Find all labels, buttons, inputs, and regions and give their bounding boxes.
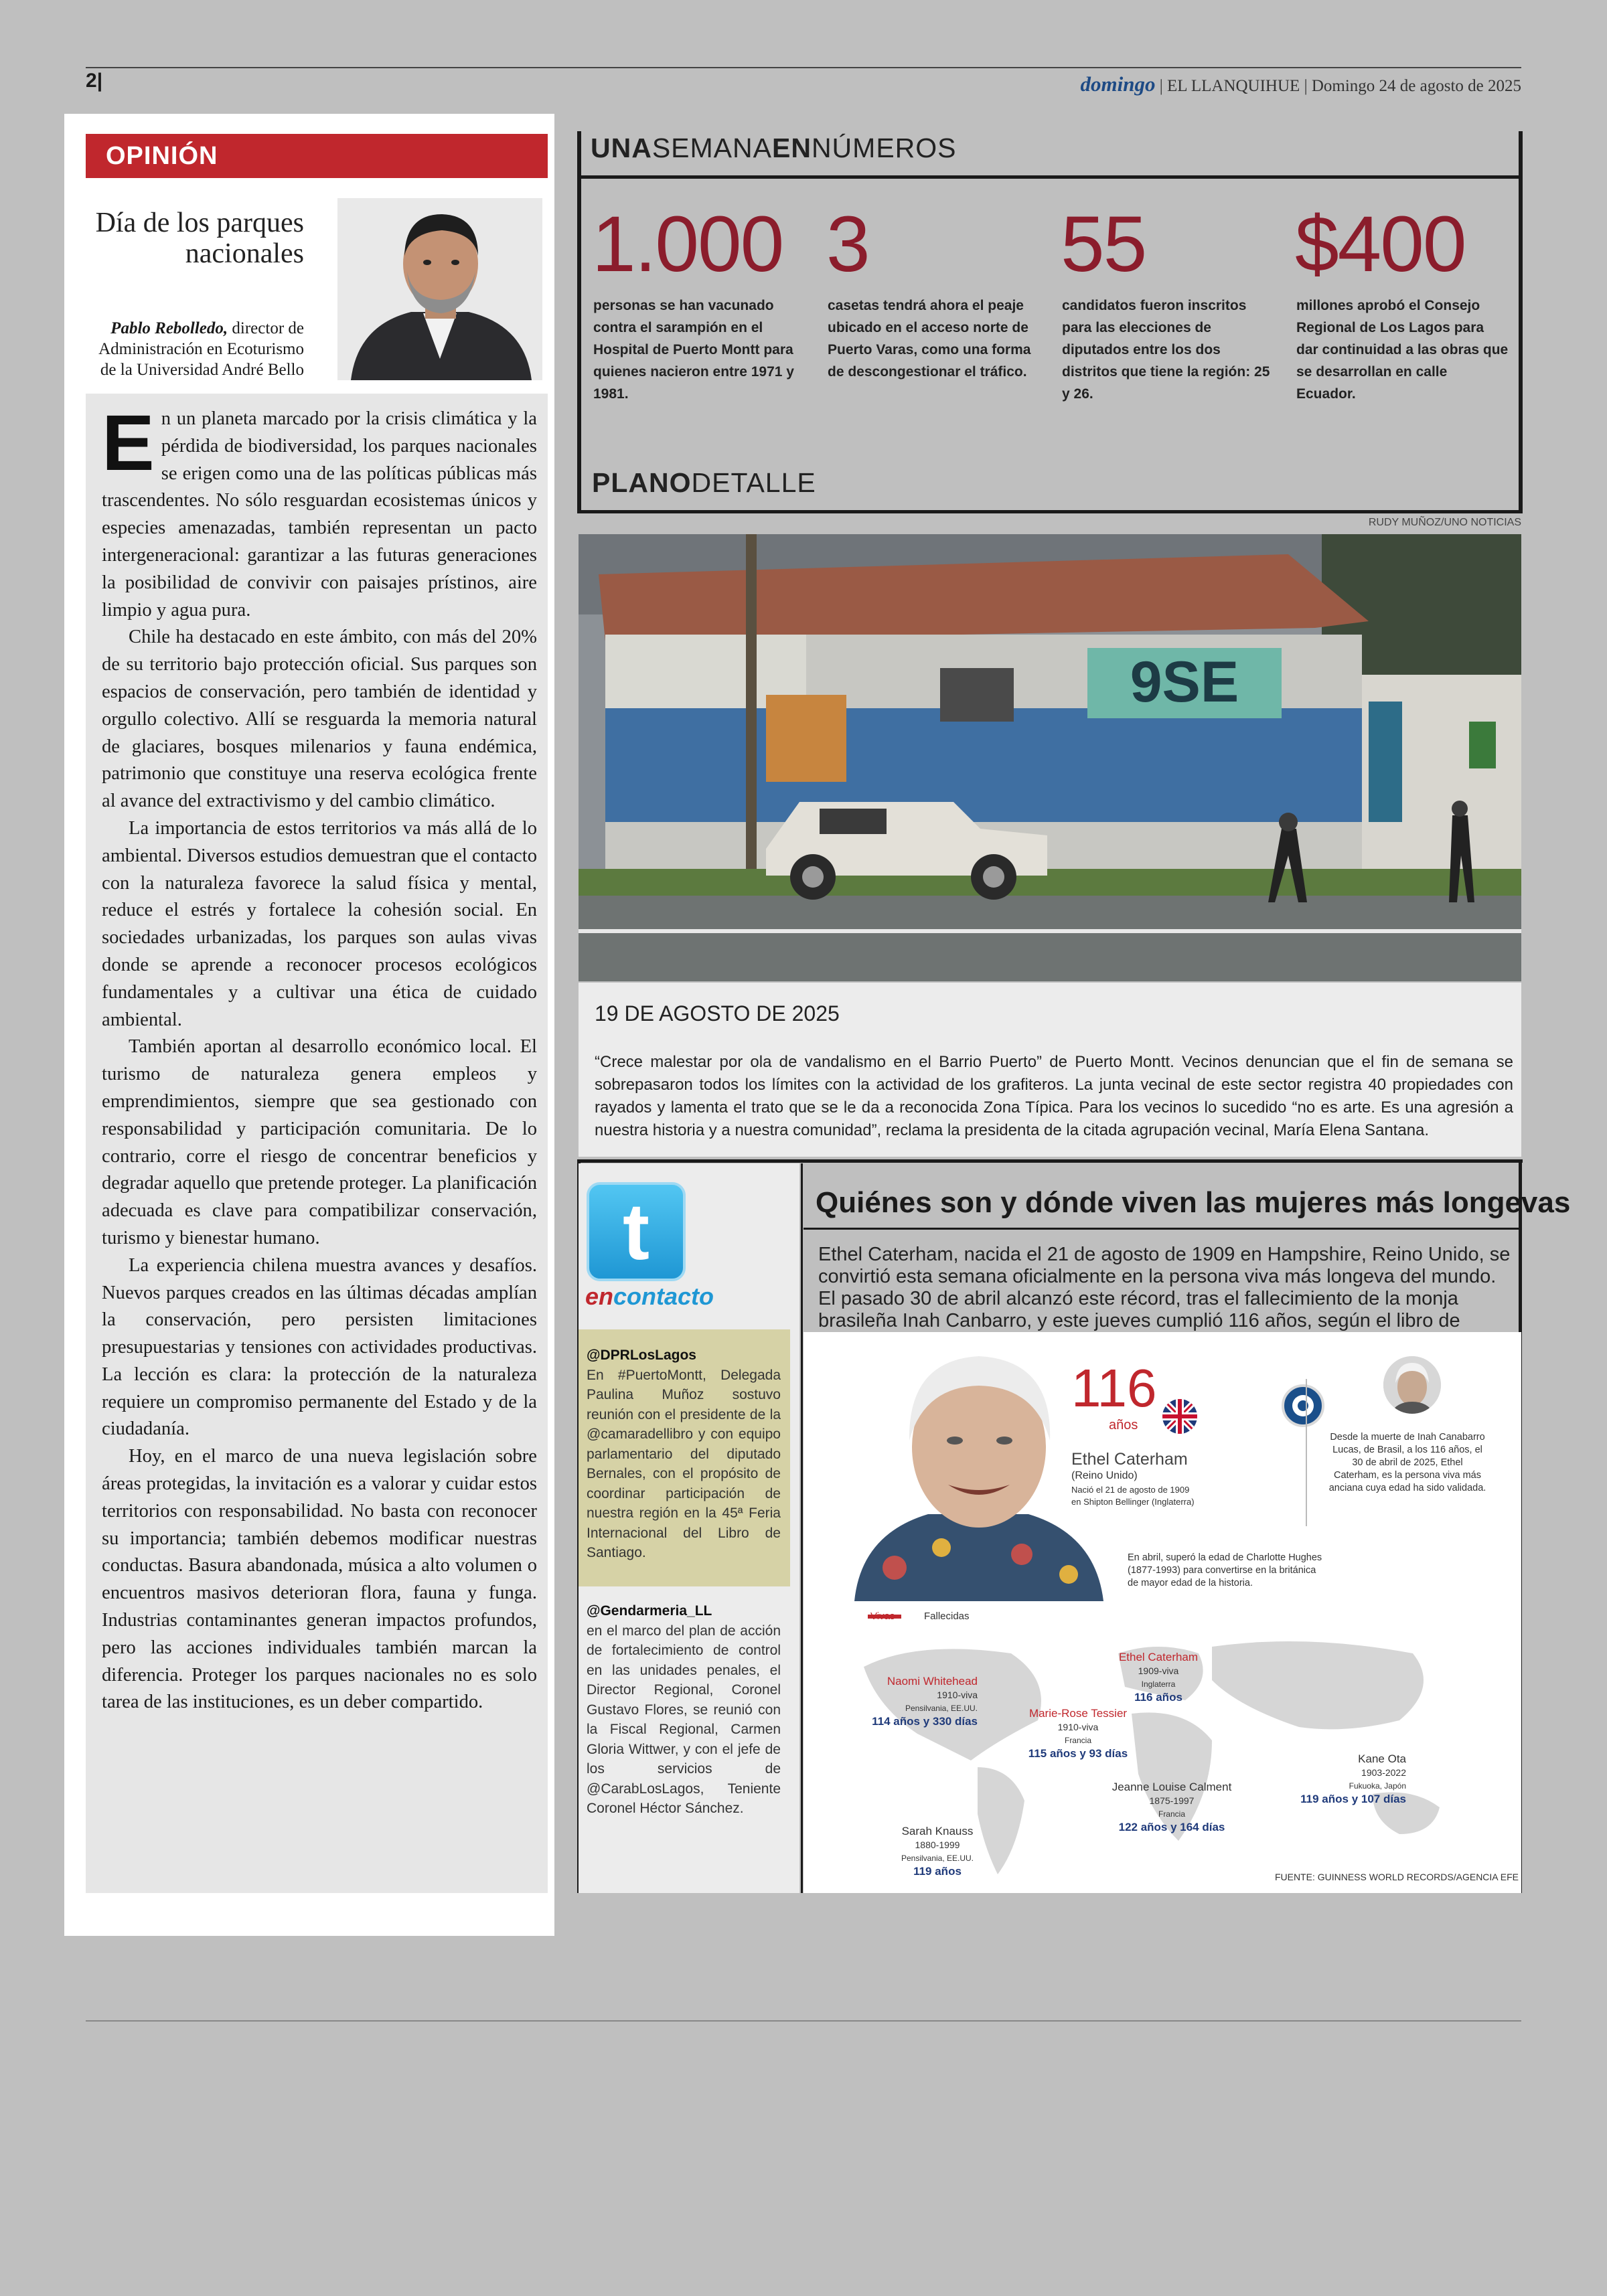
ethel-portrait: [854, 1347, 1103, 1601]
caption-date: 19 DE AGOSTO DE 2025: [595, 1001, 840, 1026]
number-value: 55: [1061, 200, 1146, 289]
longevas-rule: [804, 1228, 1521, 1230]
frame-right: [1519, 131, 1523, 513]
newspaper-name: EL LLANQUIHUE: [1166, 77, 1300, 95]
map-label: Jeanne Louise Calment 1875-1997 Francia 122 años y 164 días: [1112, 1781, 1232, 1833]
opinion-paragraph: Chile ha destacado en este ámbito, con más del 20% de su territorio bajo protección oficial. Sus parques son espacios de conservación, pero también de identidad y orgullo colectivo. Allí se resguarda la memoria natural de glaciares, bosques milenarios y fauna endémica, patrimonio que constituye una reserva ecológica frente al avance del extractivismo y del cambio climático.: [102, 627, 537, 812]
guinness-badge-icon: [1282, 1384, 1324, 1427]
number-value: 3: [826, 200, 869, 289]
masthead: domingo | EL LLANQUIHUE | Domingo 24 de agosto de 2025: [1080, 72, 1521, 96]
twitter-icon: t: [587, 1182, 686, 1281]
legend-vivas-label: Vivas: [870, 1611, 895, 1622]
opinion-paragraph: Hoy, en el marco de una nueva legislación sobre áreas protegidas, la invitación es a valorar y cuidar estos territorios con responsabilidad. No basta con reconocer su importancia; también debemos modificar nuestras conductas. Basura abandonada, música a alto volumen o encuentros masivos deterioran flora, fauna y funga. Industrias contaminantes generan impactos profundos, pero las acciones individuales también marcan la diferencia. Proteger los parques nacionales no es solo tarea de las instituciones, es un deber compartido.: [102, 1446, 537, 1713]
longevas-title: Quiénes son y dónde viven las mujeres más longevas: [816, 1186, 1571, 1219]
issue-date: Domingo 24 de agosto de 2025: [1311, 77, 1521, 95]
ethel-born-place: en Shipton Bellinger (Inglaterra): [1071, 1497, 1195, 1507]
tweet-text: En #PuertoMontt, Delegada Paulina Muñoz sostuvo reunión con el presidente de la @camaradellibro y con equipo parlamentario del diputado Bernales, con el propósito de coordinar participación de nuestra región en la 45ª Feria Internacional del Libro de Santiago.: [587, 1367, 781, 1560]
ethel-name: Ethel Caterham: [1071, 1450, 1188, 1469]
tweet: [587, 1345, 781, 1563]
author-photo: [337, 198, 542, 380]
charlotte-note: En abril, superó la edad de Charlotte Hughes (1877-1993) para convertirse en la británica de mayor edad de la historia.: [1128, 1552, 1322, 1588]
map-label: Kane Ota 1903-2022 Fukuoka, Japón 119 años y 107 días: [1300, 1752, 1406, 1805]
plano-rule: [577, 510, 1523, 513]
brand-domingo: domingo: [1080, 72, 1156, 96]
header-rule: [86, 67, 1521, 68]
number-value: $400: [1295, 200, 1466, 289]
tweet-text: en el marco del plan de acción de fortalecimiento de control en las unidades penales, el Director Regional, Coronel Gustavo Flores, se reunió con la Fiscal Regional, Carmen Gloria Wittwer, y con el jefe de los servicios de @CarabLosLagos, Teniente Coronel Héctor Sánchez.: [587, 1623, 781, 1816]
longevas-intro: Ethel Caterham, nacida el 21 de agosto de 1909 en Hampshire, Reino Unido, se convirtió esta semana oficialmente en la persona viva más longeva del mundo. El pasado 30 de abril alcanzó este récord, tras el fallecimiento de la monja brasileña Inah Canbarro, y este jueves cumplió 116 años, según el libro de: [818, 1244, 1511, 1331]
tweet-handle[interactable]: @Gendarmeria_LL: [587, 1603, 712, 1619]
numeros-rule: [577, 175, 1523, 179]
opinion-author: Pablo Rebolledo, director de Administración en Ecoturismo de la Universidad André Bello: [98, 319, 304, 379]
opinion-paragraph: En un planeta marcado por la crisis climática y la pérdida de biodiversidad, los parques nacionales se erigen como una de las políticas públicas más trascendentes. No sólo resguardan ecosistemas únicos y especies amenazadas, también representan un pacto intergeneracional: garantizar a las futuras generaciones la posibilidad de convivir con paisajes prístinos, aire limpio y agua pura.: [102, 399, 537, 621]
plano-title: PLANODETALLE: [592, 467, 816, 498]
caption-text: “Crece malestar por ola de vandalismo en el Barrio Puerto” de Puerto Montt. Vecinos denuncian que el fin de semana se sobrepasaron todos los límites con la actividad de los grafiteros. La junta vecinal de este sector registra 40 propiedades con rayados y lamenta el trato que se le da a reconocida Zona Típica. Para los vecinos lo sucedido “no es arte. Es una agresión a nuestra historia y a nuestra comunidad”, reclama la presidenta de la citada agrupación vecinal, María Elena Santana.: [595, 1053, 1513, 1139]
tweet-handle[interactable]: @DPRLosLagos: [587, 1347, 696, 1363]
number-value: 1.000: [592, 200, 783, 289]
opinion-article: [102, 399, 537, 1716]
opinion-paragraph: La importancia de estos territorios va más allá de lo ambiental. Diversos estudios demuestran que el contacto con la naturaleza favorece la salud física y mental, reduce el estrés y fortalece la cohesión social. En sociedades urbanizadas, los parques son aulas vivas donde se aprende a reconocer procesos ecológicos fundamentales y a cultivar una ética de cuidado ambiental.: [102, 817, 537, 1030]
page-number: 2|: [86, 70, 103, 92]
number-text: casetas tendrá ahora el peaje ubicado en el acceso norte de Puerto Varas, como una forma de descongestionar el tráfico.: [828, 298, 1031, 380]
page-bottom-rule: [86, 2020, 1521, 2022]
map-label: Sarah Knauss 1880-1999 Pensilvania, EE.UU. 119 años: [901, 1825, 974, 1878]
opinion-paragraph: La experiencia chilena muestra avances y desafíos. Nuevos parques creados en las últimas décadas amplían la conservación, pero persisten limitaciones presupuestarias y tensiones con actividades productivas. La lección es clara: la protección de la naturaleza requiere un compromiso permanente del Estado y de la ciudadanía.: [102, 1254, 537, 1440]
opinion-paragraph: También aportan al desarrollo económico local. El turismo de naturaleza genera empleos y emprendimientos, siempre que sea gestionado con responsabilidad y participación comunitaria. De lo contrario, corre el riesgo de concentrar beneficios y degradar aquello que pretende proteger. La planificación adecuada es clave para compatibilizar conservación, turismo y bienestar humano.: [102, 1036, 537, 1248]
opinion-title: Día de los parques nacionales: [95, 208, 304, 269]
column-divider: [801, 1163, 803, 1893]
opinion-tag: OPINIÓN: [86, 134, 548, 178]
uk-flag-icon: [1162, 1399, 1197, 1434]
inah-note: Desde la muerte de Inah Canabarro Lucas, de Brasil, a los 116 años, el 30 de abril de 2025, Ethel Caterham, es la persona viva más anciana cuya edad ha sido validada.: [1328, 1432, 1486, 1493]
tweet: [587, 1601, 781, 1819]
map-label: Marie-Rose Tessier 1910-viva Francia 115 años y 93 días: [1028, 1707, 1128, 1760]
age-number: 116: [1071, 1358, 1157, 1418]
ethel-country: (Reino Unido): [1071, 1470, 1138, 1481]
inah-portrait: [1383, 1356, 1441, 1414]
age-unit: años: [1109, 1418, 1138, 1432]
encontacto-logo: encontacto: [585, 1283, 714, 1310]
contact-rule: [577, 1159, 1523, 1163]
info-divider: [1306, 1379, 1307, 1526]
map-label: Naomi Whitehead 1910-viva Pensilvania, EE.UU. 114 años y 330 días: [872, 1675, 978, 1728]
number-text: millones aprobó el Consejo Regional de Los Lagos para dar continuidad a las obras que se desarrollan en calle Ecuador.: [1296, 298, 1509, 402]
frame-left: [577, 131, 581, 513]
number-text: candidatos fueron inscritos para las elecciones de diputados entre los dos distritos que tiene la región: 25 y 26.: [1062, 298, 1270, 402]
photo-credit: RUDY MUÑOZ/UNO NOTICIAS: [1368, 517, 1521, 528]
legend-fallecidas-label: Fallecidas: [924, 1611, 970, 1622]
numeros-title: UNASEMANAENNÚMEROS: [591, 133, 957, 163]
graffiti-text: 9SE: [1130, 650, 1239, 714]
drop-cap: E: [102, 399, 155, 487]
number-text: personas se han vacunado contra el sarampión en el Hospital de Puerto Montt para quienes nacieron entre 1971 y 1981.: [593, 298, 794, 402]
graffiti-photo: [579, 534, 1521, 981]
map-label: Ethel Caterham 1909-viva Inglaterra 116 años: [1118, 1651, 1199, 1704]
infographic-source: FUENTE: GUINNESS WORLD RECORDS/AGENCIA EFE: [1274, 1872, 1519, 1882]
ethel-born: Nació el 21 de agosto de 1909: [1071, 1485, 1190, 1495]
